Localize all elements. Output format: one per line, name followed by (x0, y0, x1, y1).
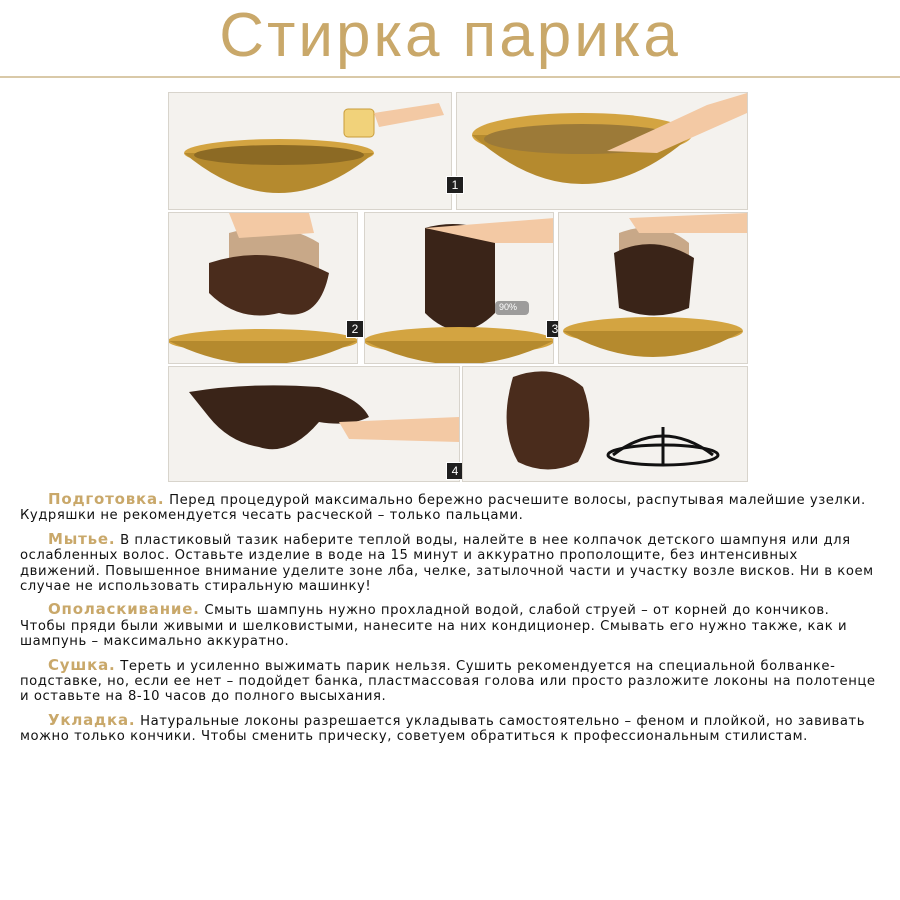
photo-wig-held (168, 212, 358, 364)
section-heading: Мытье. (48, 529, 116, 548)
section-body: Тереть и усиленно выжимать парик нельзя. Сушить рекомендуется на специальной болванке-подставке, но, если ее нет – подойдет банка, пластмассовая голова или просто разложите локоны на полотенце и оставьте на 8-10 часов до полного высыхания. (20, 658, 876, 705)
section-rinsing (20, 602, 880, 649)
section-heading: Укладка. (48, 710, 136, 729)
step-badge-2: 2 (346, 320, 364, 338)
photo-wig-shake (168, 366, 460, 482)
section-heading: Сушка. (48, 655, 116, 674)
instructions (20, 492, 880, 753)
photo-wig-rinse (364, 212, 554, 364)
page-title: Стирка парика (219, 1, 681, 70)
section-preparation (20, 492, 880, 524)
section-body: В пластиковый тазик наберите теплой воды, налейте в нее колпачок детского шампуня или для ослабленных волос. Оставьте изделие в воде на 15 минут и аккуратно прополощите, без интенсивных движений. Повышенное внимание уделите зоне лба, челке, затылочной части и участку возле висков. Ни в коем случае не использовать стиральную машинку! (20, 532, 874, 595)
section-heading: Ополаскивание. (48, 600, 200, 619)
photo-wig-squeeze (558, 212, 748, 364)
section-body: Натуральные локоны разрешается укладывать самостоятельно – феном и плойкой, но завивать можно только кончики. Чтобы сменить прическу, советуем обратиться к профессиональным стилистам. (20, 713, 866, 745)
title-divider (0, 76, 900, 78)
section-washing (20, 529, 880, 595)
step-badge-3: 3 (546, 320, 564, 338)
section-styling (20, 710, 880, 745)
section-drying (20, 655, 880, 705)
photo-hand-in-water (456, 92, 748, 210)
step-badge-1: 1 (446, 176, 464, 194)
step-badge-4: 4 (446, 462, 464, 480)
humidity-label: 90% (499, 302, 518, 312)
section-body: Смыть шампунь нужно прохладной водой, слабой струей – от корней до кончиков. Чтобы пряди были живыми и шелковистыми, нанесите на них кондиционер. Смывать его нужно также, как и шампунь – максимально аккуратно. (20, 603, 848, 650)
photo-pour-shampoo (168, 92, 452, 210)
section-body: Перед процедурой максимально бережно расчешите волосы, распутывая малейшие узелки. Кудряшки не рекомендуется чесать расческой – только пальцами. (20, 493, 866, 524)
section-heading: Подготовка. (48, 490, 165, 508)
photo-wig-drying-stand (462, 366, 748, 482)
